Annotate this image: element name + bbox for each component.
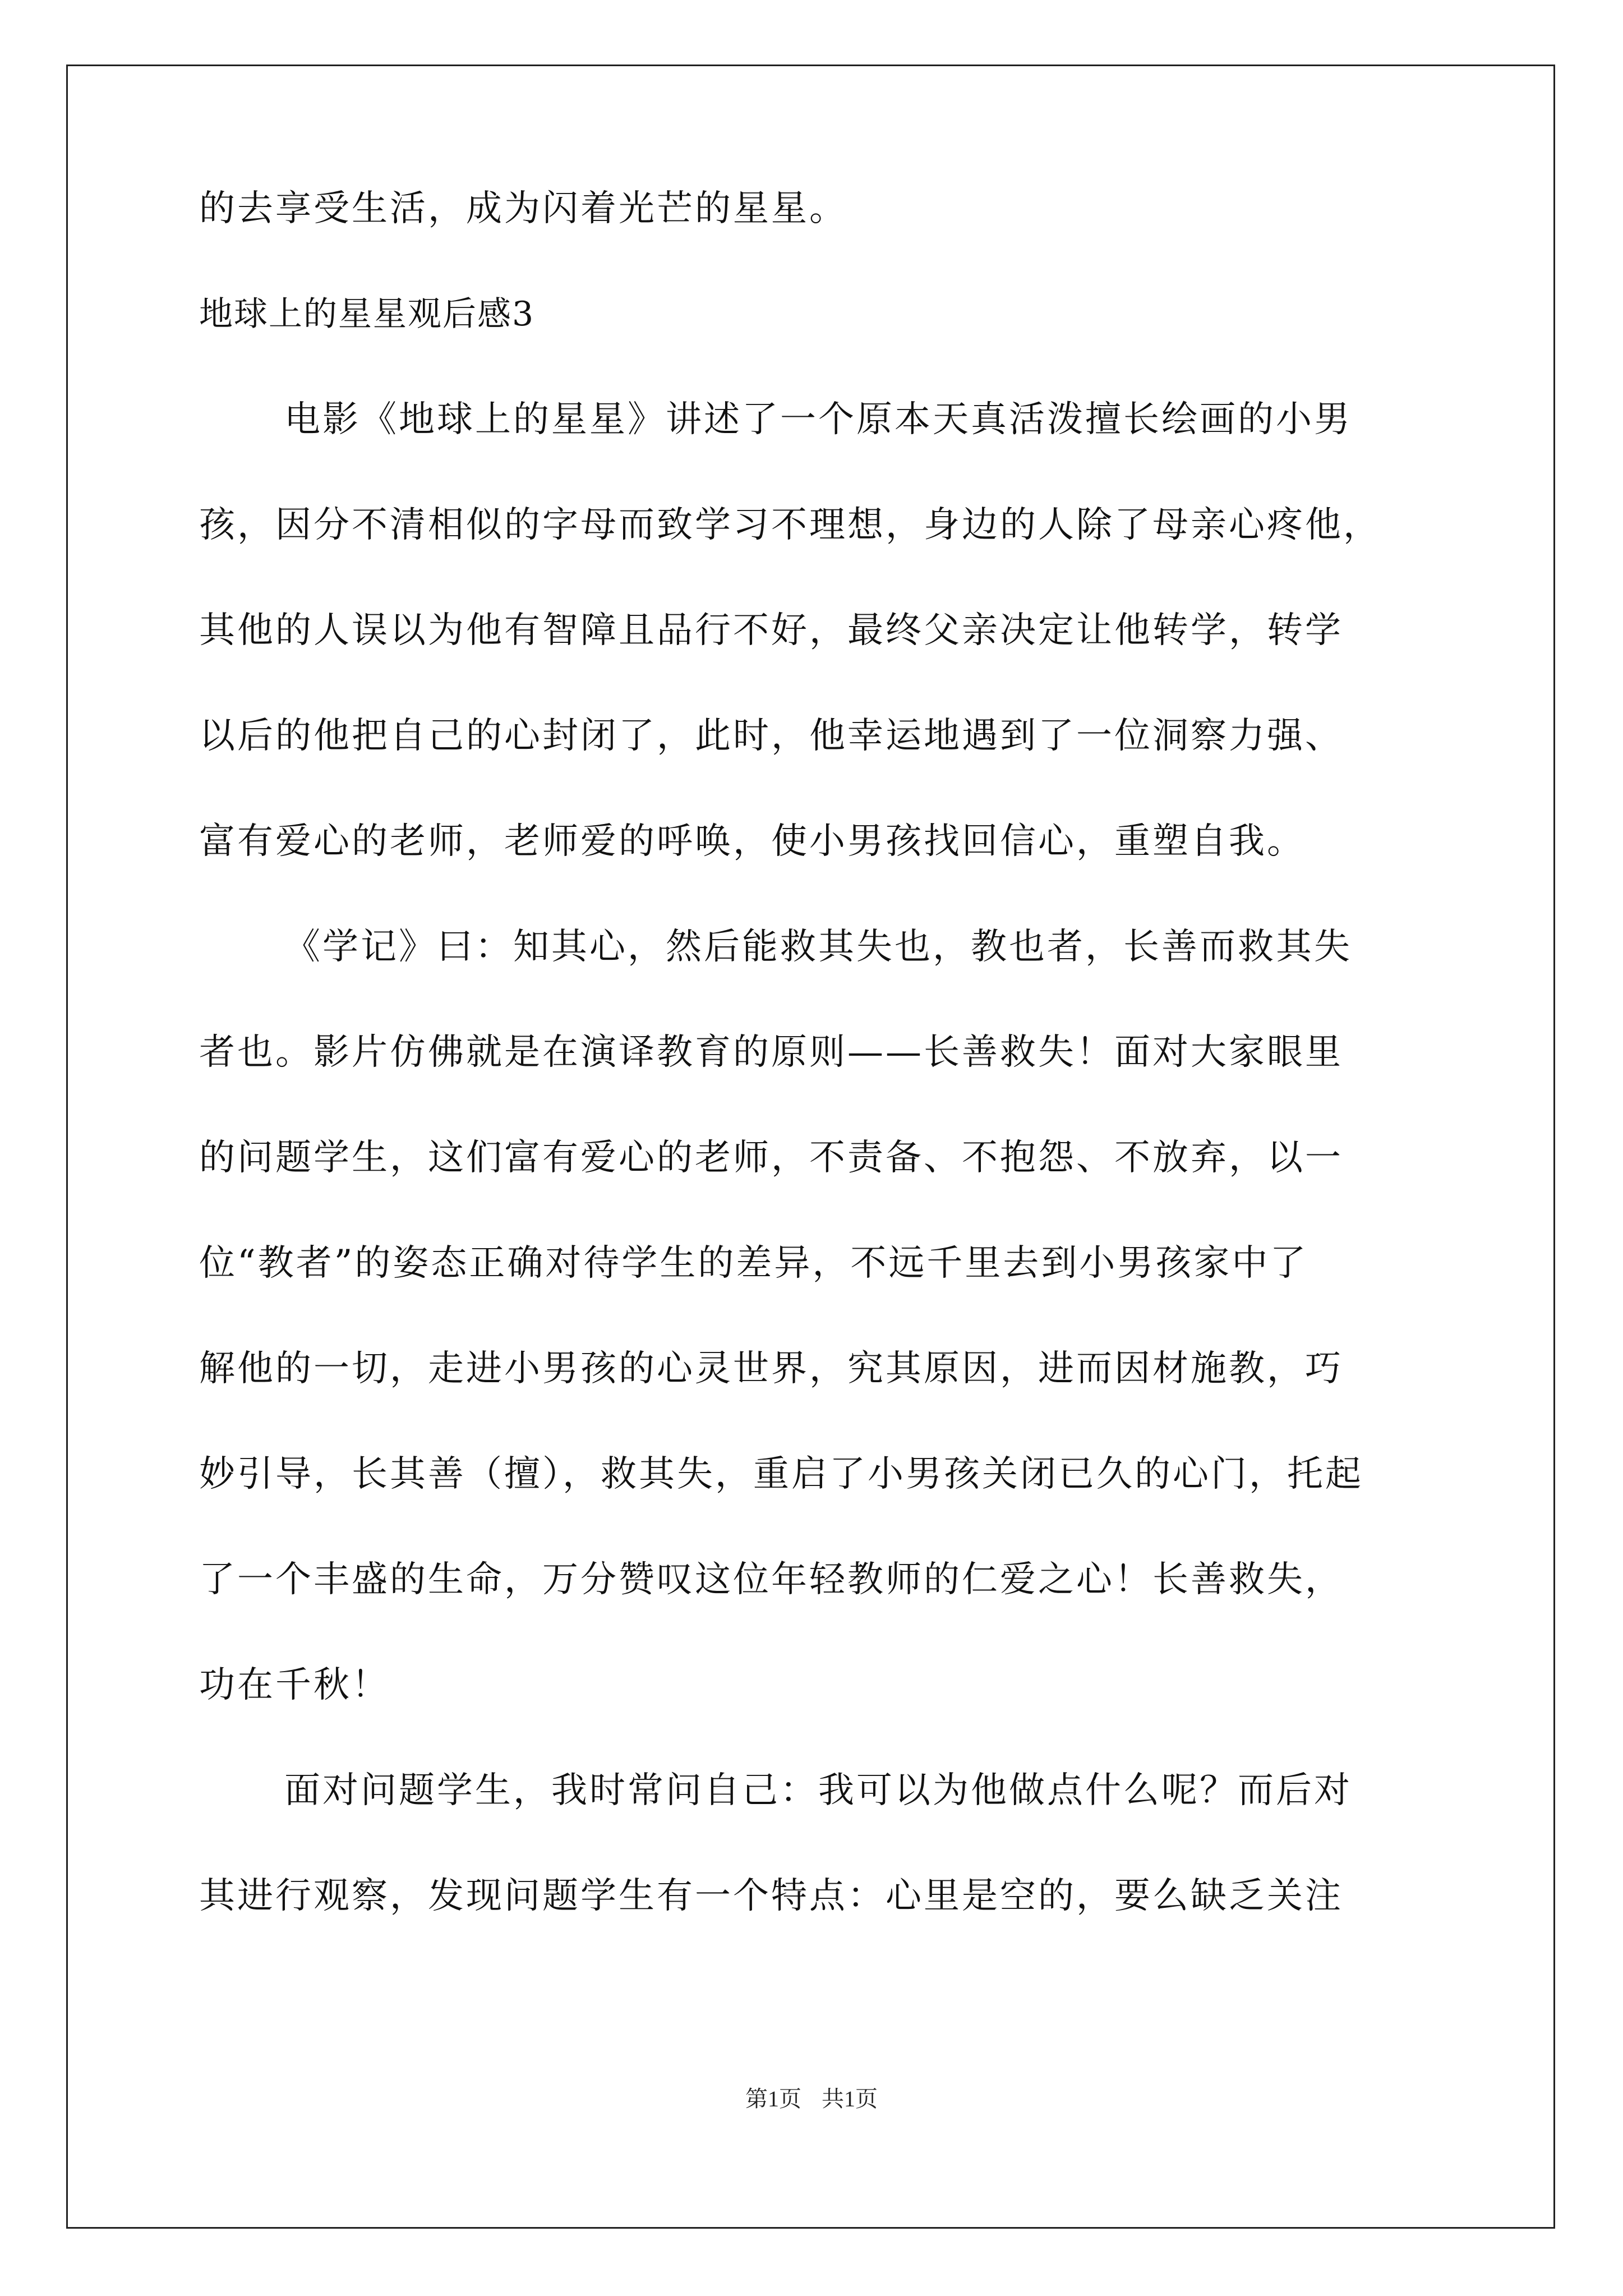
document-body bbox=[199, 188, 1450, 1917]
text-line: 的问题学生，这们富有爱心的老师，不责备、不抱怨、不放弃，以一 bbox=[199, 1137, 1343, 1179]
text-line: 富有爱心的老师，老师爱的呼唤，使小男孩找回信心，重塑自我。 bbox=[199, 821, 1305, 862]
text-line: 解他的一切，走进小男孩的心灵世界，究其原因，进而因材施教，巧 bbox=[199, 1348, 1343, 1389]
text-line: 了一个丰盛的生命，万分赞叹这位年轻教师的仁爱之心！长善救失， bbox=[199, 1559, 1343, 1600]
page-total: 共1页 bbox=[822, 2086, 878, 2111]
text-line: 位“教者”的姿态正确对待学生的差异，不远千里去到小男孩家中了 bbox=[199, 1243, 1308, 1284]
text-line: 者也。影片仿佛就是在演译教育的原则——长善救失！面对大家眼里 bbox=[199, 1032, 1343, 1073]
text-line: 其进行观察，发现问题学生有一个特点：心里是空的，要么缺乏关注 bbox=[199, 1875, 1343, 1917]
paragraph-start-line: 《学记》曰：知其心，然后能救其失也，教也者，长善而救其失 bbox=[284, 926, 1352, 968]
page-number: 第1页 bbox=[745, 2086, 801, 2111]
text-line: 以后的他把自己的心封闭了，此时，他幸运地遇到了一位洞察力强、 bbox=[199, 715, 1343, 757]
text-line: 的去享受生活，成为闪着光芒的星星。 bbox=[199, 188, 847, 229]
text-line: 妙引导，长其善（擅），救其失，重启了小男孩关闭已久的心门，托起 bbox=[199, 1453, 1363, 1495]
text-line: 其他的人误以为他有智障且品行不好，最终父亲决定让他转学，转学 bbox=[199, 610, 1343, 651]
page-footer bbox=[0, 2088, 1623, 2110]
paragraph-start-line: 面对问题学生，我时常问自己：我可以为他做点什么呢？而后对 bbox=[284, 1770, 1352, 1811]
paragraph-start-line: 电影《地球上的星星》讲述了一个原本天真活泼擅长绘画的小男 bbox=[284, 399, 1352, 440]
text-line: 功在千秋！ bbox=[199, 1664, 390, 1706]
section-heading: 地球上的星星观后感3 bbox=[199, 295, 535, 334]
text-line: 孩，因分不清相似的字母而致学习不理想，身边的人除了母亲心疼他， bbox=[199, 504, 1381, 546]
